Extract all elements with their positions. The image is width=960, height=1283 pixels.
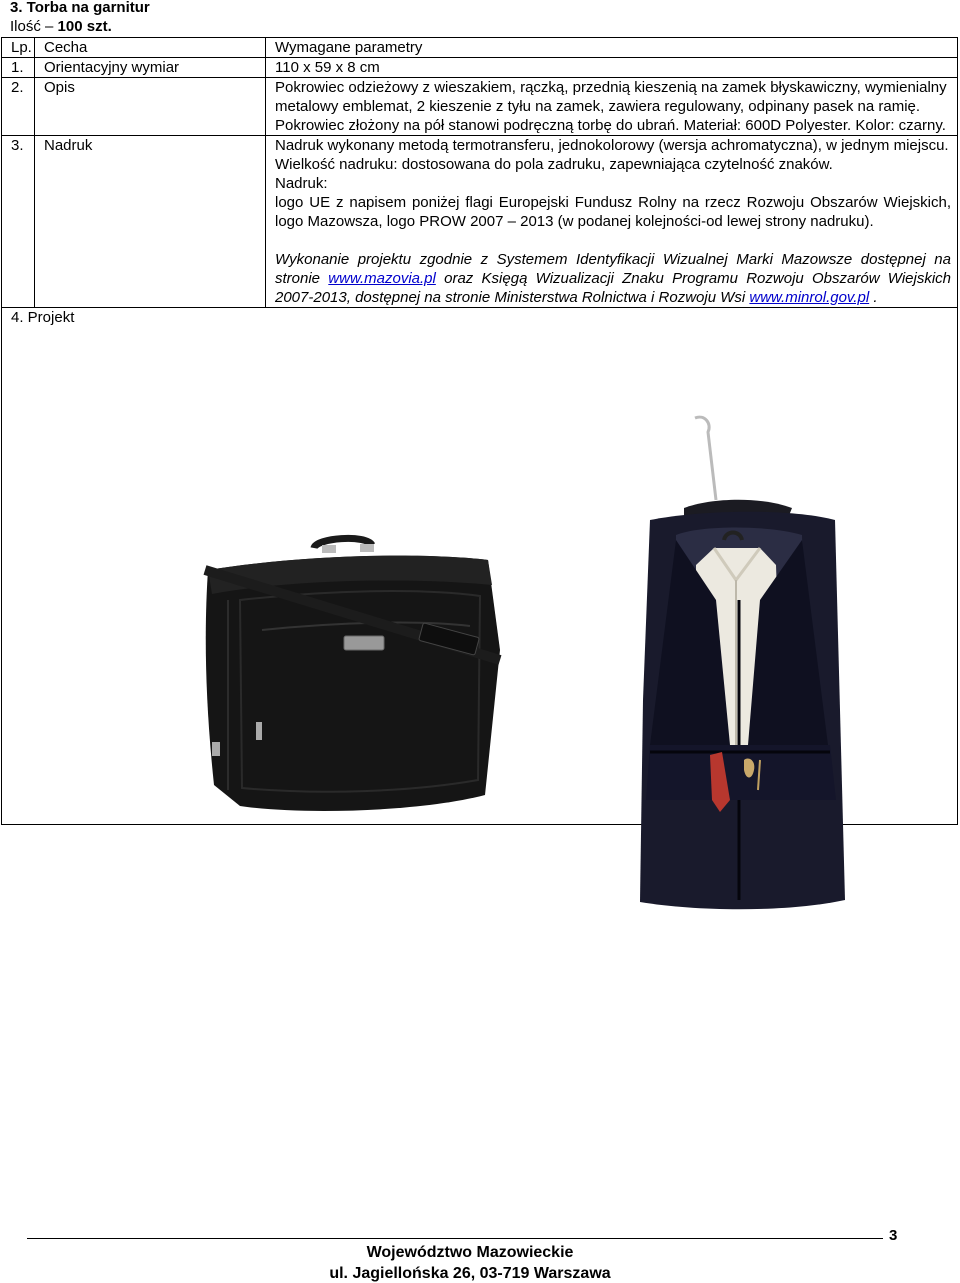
- row-cecha: Opis: [35, 78, 266, 136]
- print-method: Nadruk wykonany metodą termotransferu, jednokolorowy (wersja achromatyczna), w jednym miejscu.: [275, 137, 949, 154]
- folded-garment-bag-photo: [205, 538, 500, 811]
- quantity-label: Ilość –: [10, 18, 54, 35]
- print-label: Nadruk:: [275, 175, 328, 192]
- row-lp: 3.: [2, 136, 35, 308]
- header-params: Wymagane parametry: [266, 38, 958, 58]
- project-guidelines: Wykonanie projektu zgodnie z Systemem Identyfikacji Wizualnej Marki Mazowsze dostępnej na stronie www.mazovia.pl oraz Księgą Wizualizacji Znaku Programu Rozwoju Obszarów Wiejskich 2007-2013, dostępnej na stronie Ministerstwa Rolnictwa i Rozwoju Wsi www.minrol.gov.pl .: [275, 251, 951, 306]
- row-lp: 1.: [2, 58, 35, 78]
- header-cecha: Cecha: [35, 38, 266, 58]
- link-mazovia[interactable]: www.mazovia.pl: [328, 270, 436, 287]
- footer-address: ul. Jagiellońska 26, 03-719 Warszawa: [329, 1265, 611, 1282]
- row-value: Pokrowiec odzieżowy z wieszakiem, rączką, przednią kieszenią na zamek błyskawiczny, wymienialny metalowy emblemat, 2 kieszenie z tyłu na zamek, zawiera regulowany, odpinany pasek na ramię. Pokrowiec złożony na pół stanowi podręczną torbę do ubrań. Materiał: 600D Polyester. Kolor: czarny.: [266, 78, 958, 136]
- print-logos: logo UE z napisem poniżej flagi Europejski Fundusz Rolny na rzecz Rozwoju Obszarów Wiejskich, logo Mazowsza, logo PROW 2007 – 2013 (w podanej kolejności-od lewej strony nadruku).: [275, 194, 951, 230]
- footer-separator: [27, 1238, 883, 1239]
- product-title: 3. Torba na garnitur: [10, 0, 150, 16]
- print-size: Wielkość nadruku: dostosowana do pola zadruku, zapewniająca czytelność znaków.: [275, 156, 833, 173]
- link-minrol[interactable]: www.minrol.gov.pl: [749, 289, 870, 306]
- header-lp: Lp.: [2, 38, 35, 58]
- open-garment-bag-photo: [640, 417, 845, 909]
- project-label: 4. Projekt: [11, 309, 75, 326]
- row-cecha: Nadruk: [35, 136, 266, 308]
- row-lp: 2.: [2, 78, 35, 136]
- footer-organization: Województwo Mazowieckie: [366, 1244, 574, 1261]
- page-number: 3: [889, 1227, 898, 1244]
- row-value: 110 x 59 x 8 cm: [266, 58, 958, 78]
- quantity-value: 100 szt.: [57, 18, 112, 35]
- row-cecha: Orientacyjny wymiar: [35, 58, 266, 78]
